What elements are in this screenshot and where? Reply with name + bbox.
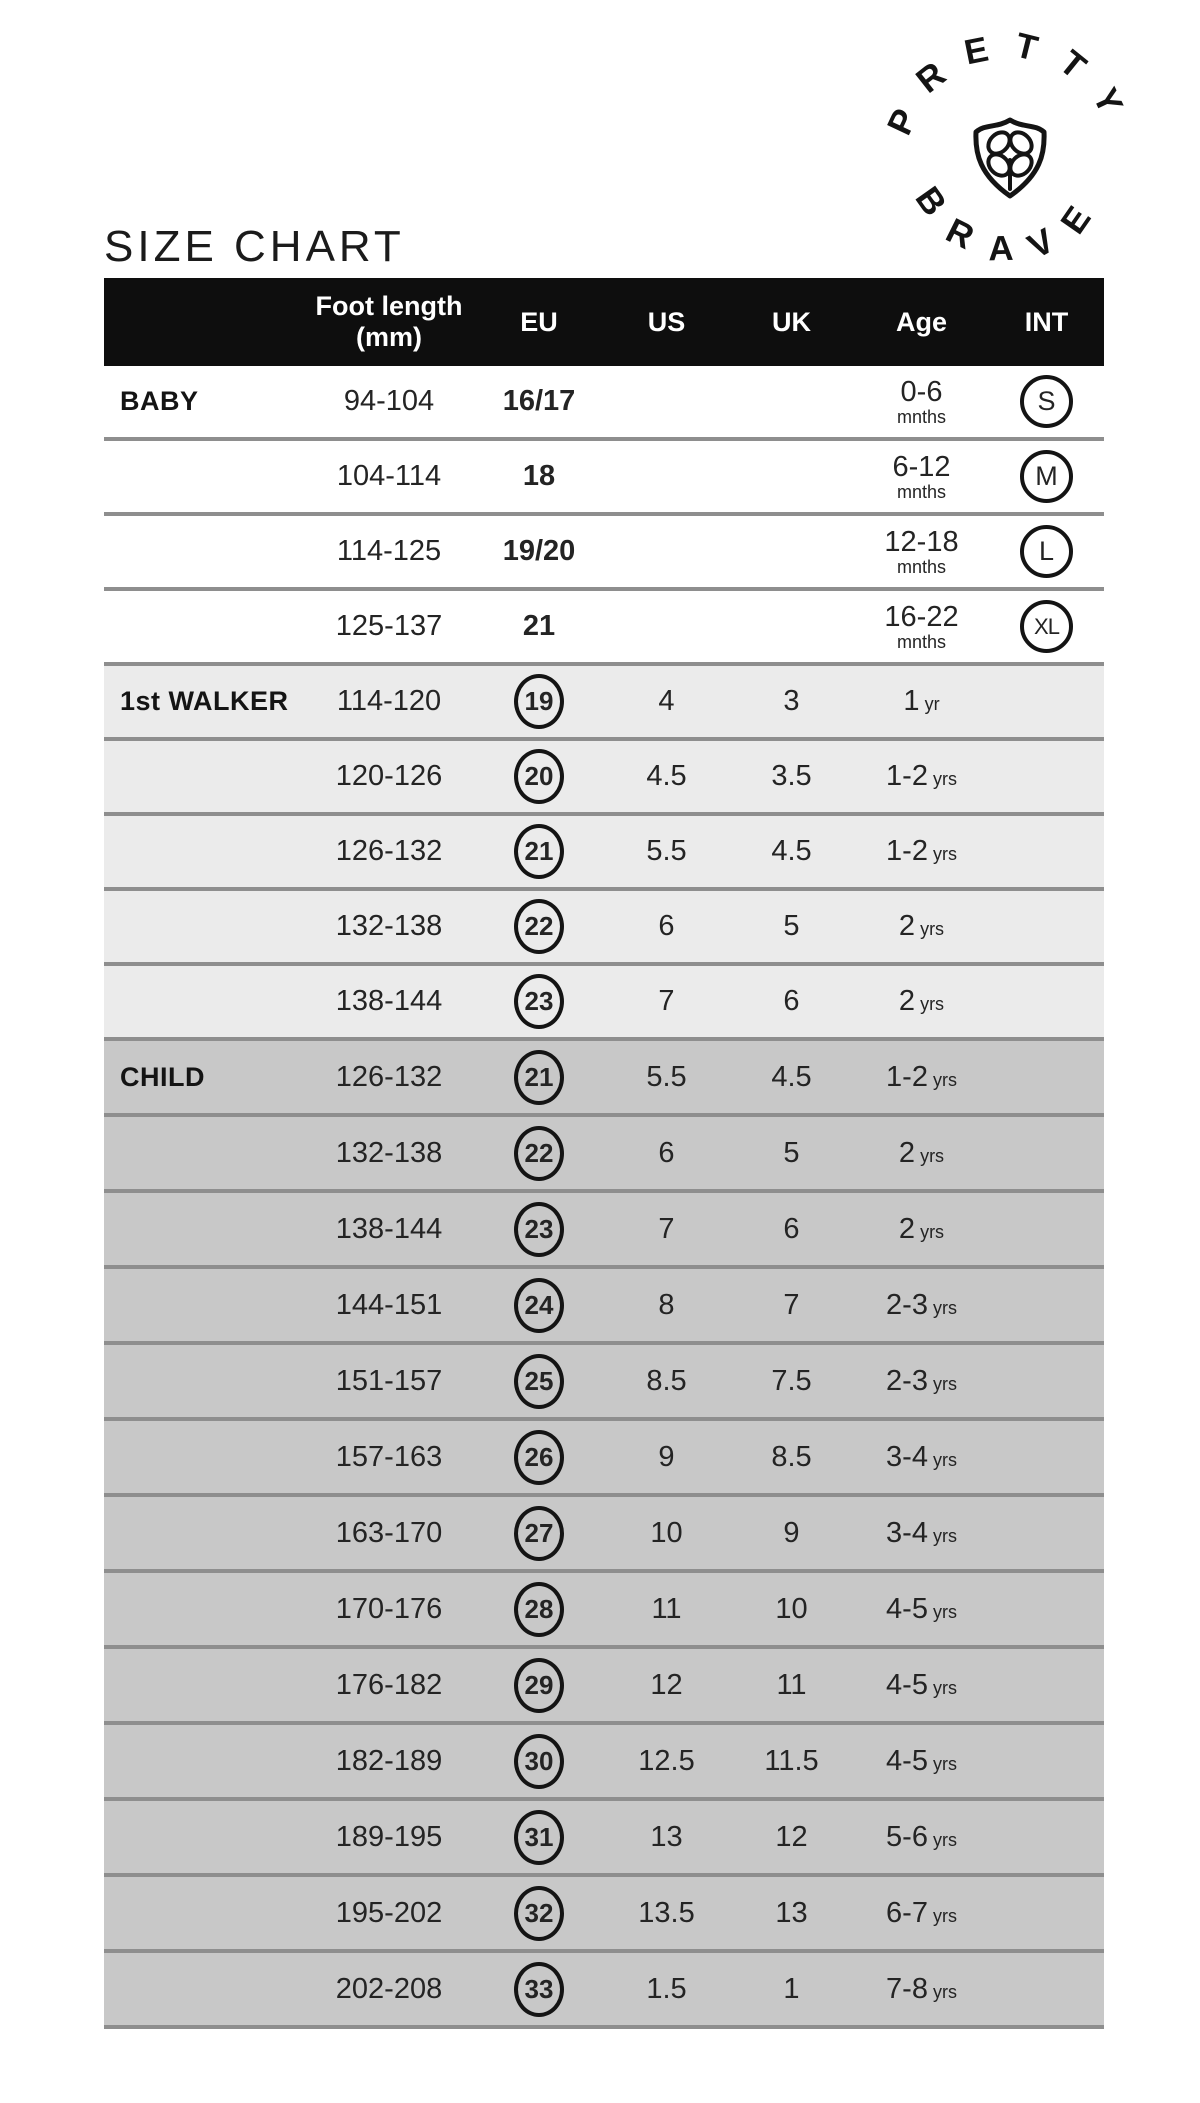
age-cell [854, 1137, 989, 1170]
age-value [886, 1061, 957, 1094]
age-value [886, 1821, 957, 1854]
foot-length-cell: 138-144 [335, 1212, 443, 1245]
age-cell [854, 685, 989, 718]
age-unit: yrs [920, 919, 945, 939]
age-cell [854, 1821, 989, 1854]
table-row [104, 1877, 1104, 1953]
age-value [899, 1137, 944, 1170]
age-value [899, 910, 944, 943]
age-unit: mnths [896, 481, 946, 502]
age-value [899, 985, 944, 1018]
age-number: 5-6 [886, 1820, 928, 1853]
age-cell [854, 1517, 989, 1550]
us-size-cell: 9 [658, 1440, 675, 1473]
eu-size-circle: 21 [514, 1050, 564, 1105]
age-unit: yrs [932, 1905, 957, 1926]
age-number: 2 [898, 1212, 916, 1245]
age-number: 16-22 [884, 600, 959, 633]
uk-size-cell: 11.5 [764, 1744, 819, 1777]
uk-size-cell: 9 [783, 1516, 800, 1549]
header-cell-int: INT [1024, 306, 1069, 337]
foot-length-cell: 132-138 [335, 910, 443, 942]
eu-size-cell [474, 1506, 604, 1561]
eu-size-cell [474, 1734, 604, 1789]
age-value [886, 1745, 957, 1778]
age-number: 4-5 [886, 1592, 928, 1625]
age-cell [854, 1897, 989, 1930]
age-number: 4-5 [886, 1744, 928, 1777]
eu-size-circle: 23 [514, 1202, 564, 1257]
age-cell [854, 1061, 989, 1094]
age-unit: yrs [932, 1981, 957, 2002]
table-row [104, 891, 1104, 966]
age-unit: mnths [896, 556, 946, 577]
table-row [104, 1573, 1104, 1649]
header-foot-length-line2: (mm) [356, 322, 422, 352]
foot-length-cell: 125-137 [335, 610, 443, 642]
us-size-cell: 13 [650, 1820, 683, 1853]
header-cell-us: US [647, 306, 686, 337]
age-cell [854, 1441, 989, 1474]
age-value [886, 1365, 957, 1398]
age-unit: yrs [932, 1829, 957, 1850]
table-row [104, 441, 1104, 516]
table-row [104, 1041, 1104, 1117]
eu-size-cell [474, 1050, 604, 1105]
foot-length-cell: 120-126 [335, 760, 443, 792]
int-size-badge: M [1020, 450, 1073, 503]
age-value [886, 760, 957, 793]
age-unit: yr [924, 694, 940, 714]
age-unit: yrs [932, 1601, 957, 1622]
eu-size-circle: 19 [514, 674, 564, 729]
eu-size-circle: 20 [514, 749, 564, 804]
age-value [884, 602, 958, 652]
us-size-cell: 7 [658, 1212, 675, 1245]
int-size-cell [989, 450, 1104, 503]
age-unit: yrs [932, 844, 957, 864]
eu-size-value: 18 [522, 460, 556, 492]
us-size-cell: 5.5 [646, 1060, 687, 1093]
us-size-cell: 6 [658, 1136, 675, 1169]
age-unit: yrs [920, 1221, 945, 1242]
age-unit: mnths [896, 406, 947, 427]
foot-length-cell: 138-144 [335, 985, 443, 1017]
category-cell [104, 386, 304, 417]
age-cell [854, 1745, 989, 1778]
age-number: 3-4 [886, 1440, 928, 1473]
eu-size-cell [474, 1886, 604, 1941]
foot-length-cell: 126-132 [335, 835, 443, 867]
us-size-cell: 12.5 [638, 1744, 695, 1777]
age-unit: yrs [932, 1753, 957, 1774]
uk-size-cell: 1 [783, 1972, 800, 2005]
age-cell [854, 602, 989, 652]
table-header-row [104, 278, 1104, 366]
foot-length-cell: 94-104 [343, 385, 435, 417]
age-value [886, 835, 957, 868]
age-number: 2-3 [886, 1288, 928, 1321]
age-number: 6-7 [886, 1896, 928, 1929]
eu-size-cell [474, 610, 604, 643]
age-cell [854, 1213, 989, 1246]
uk-size-cell: 6 [783, 1212, 800, 1245]
size-table [104, 278, 1104, 2029]
age-value [886, 1441, 957, 1474]
age-unit: yrs [932, 769, 957, 789]
age-unit: yrs [920, 994, 945, 1014]
age-number: 1-2 [886, 760, 928, 792]
uk-size-cell: 8.5 [771, 1440, 812, 1473]
foot-length-cell: 202-208 [335, 1972, 443, 2005]
age-value [884, 527, 958, 577]
foot-length-cell: 104-114 [336, 460, 442, 492]
us-size-cell: 4.5 [646, 760, 687, 792]
eu-size-cell [474, 1430, 604, 1485]
age-cell [854, 1289, 989, 1322]
foot-length-cell: 163-170 [335, 1516, 443, 1549]
eu-size-cell [474, 1126, 604, 1181]
eu-size-cell [474, 974, 604, 1029]
age-cell [854, 985, 989, 1018]
table-row [104, 1497, 1104, 1573]
eu-size-circle: 22 [514, 1126, 564, 1181]
age-number: 3-4 [886, 1516, 928, 1549]
us-size-cell: 8.5 [646, 1364, 687, 1397]
eu-size-cell [474, 460, 604, 493]
us-size-cell: 8 [658, 1288, 675, 1321]
age-value [892, 452, 950, 502]
age-cell [854, 377, 989, 427]
eu-size-circle: 29 [514, 1658, 564, 1713]
page-title: SIZE CHART [104, 222, 405, 271]
age-cell [854, 452, 989, 502]
age-cell [854, 1973, 989, 2006]
uk-size-cell: 5 [783, 910, 800, 942]
eu-size-value: 19/20 [502, 535, 576, 567]
uk-size-cell: 13 [775, 1896, 808, 1929]
eu-size-cell [474, 1582, 604, 1637]
age-unit: mnths [896, 631, 946, 652]
size-table-body [104, 366, 1104, 2029]
eu-size-cell [474, 1962, 604, 2017]
int-size-badge: XL [1020, 600, 1073, 653]
age-value [886, 1593, 957, 1626]
age-unit: yrs [932, 1373, 957, 1394]
us-size-cell: 10 [650, 1516, 683, 1549]
table-row [104, 1345, 1104, 1421]
age-number: 1-2 [886, 1060, 928, 1093]
age-number: 1 [903, 685, 920, 717]
eu-size-cell [474, 1658, 604, 1713]
us-size-cell: 6 [658, 910, 675, 942]
foot-length-cell: 132-138 [335, 1136, 443, 1169]
header-cell-age: Age [895, 306, 947, 337]
eu-size-circle: 25 [514, 1354, 564, 1409]
table-row [104, 1117, 1104, 1193]
age-value [886, 1897, 957, 1930]
category-cell [104, 686, 304, 717]
uk-size-cell: 7 [783, 1288, 800, 1321]
section-label: CHILD [120, 1061, 205, 1092]
foot-length-cell: 114-120 [336, 685, 442, 717]
header-cell-uk: UK [772, 306, 811, 337]
age-number: 2-3 [886, 1364, 928, 1397]
table-row [104, 516, 1104, 591]
us-size-cell: 13.5 [638, 1896, 695, 1929]
age-number: 12-18 [884, 525, 959, 558]
age-unit: yrs [920, 1145, 945, 1166]
table-row [104, 1725, 1104, 1801]
table-row [104, 1953, 1104, 2029]
brand-arc-bottom-text: BRAVE [907, 179, 1113, 269]
table-row [104, 1421, 1104, 1497]
int-size-cell [989, 600, 1104, 653]
eu-size-cell [474, 1278, 604, 1333]
eu-size-cell [474, 1810, 604, 1865]
shield-clover-icon [976, 120, 1044, 196]
uk-size-cell: 4.5 [771, 1060, 812, 1093]
eu-size-circle: 32 [514, 1886, 564, 1941]
age-value [899, 1213, 944, 1246]
brand-arc-top-text: PRETTY [879, 28, 1141, 141]
foot-length-cell: 182-189 [335, 1744, 443, 1777]
table-row [104, 1269, 1104, 1345]
us-size-cell: 4 [658, 685, 675, 717]
eu-size-cell [474, 385, 604, 418]
age-unit: yrs [932, 1069, 957, 1090]
eu-size-cell [474, 1354, 604, 1409]
table-row [104, 966, 1104, 1041]
age-number: 2 [898, 985, 916, 1017]
int-size-badge: S [1020, 375, 1073, 428]
uk-size-cell: 7.5 [771, 1364, 812, 1397]
uk-size-cell: 6 [783, 985, 800, 1017]
eu-size-cell [474, 899, 604, 954]
table-row [104, 1649, 1104, 1725]
foot-length-cell: 195-202 [335, 1896, 443, 1929]
age-number: 1-2 [886, 835, 928, 867]
table-row [104, 741, 1104, 816]
int-size-badge: L [1020, 525, 1073, 578]
uk-size-cell: 12 [775, 1820, 808, 1853]
eu-size-value: 16/17 [502, 385, 576, 417]
section-label: BABY [120, 386, 199, 416]
eu-size-circle: 21 [514, 824, 564, 879]
header-foot-length-line1: Foot length [315, 291, 463, 321]
section-label: 1st WALKER [120, 686, 289, 716]
eu-size-cell [474, 824, 604, 879]
age-cell [854, 527, 989, 577]
age-number: 6-12 [892, 450, 951, 483]
brand-logo [878, 28, 1142, 292]
eu-size-cell [474, 535, 604, 568]
age-unit: yrs [932, 1449, 957, 1470]
foot-length-cell: 170-176 [335, 1592, 443, 1625]
uk-size-cell: 5 [783, 1136, 800, 1169]
age-cell [854, 835, 989, 868]
eu-size-circle: 27 [514, 1506, 564, 1561]
age-unit: yrs [932, 1677, 957, 1698]
us-size-cell: 11 [651, 1592, 682, 1625]
age-number: 2 [898, 1136, 916, 1169]
age-value [886, 1517, 957, 1550]
eu-size-cell [474, 674, 604, 729]
category-cell [104, 1062, 304, 1093]
age-unit: yrs [932, 1297, 957, 1318]
header-cell-eu: EU [520, 306, 558, 337]
age-cell [854, 760, 989, 793]
age-value [897, 377, 946, 427]
eu-size-cell [474, 1202, 604, 1257]
age-number: 0-6 [900, 375, 943, 408]
foot-length-cell: 189-195 [335, 1820, 443, 1853]
uk-size-cell: 4.5 [771, 835, 812, 867]
age-number: 4-5 [886, 1668, 928, 1701]
eu-size-value: 21 [522, 610, 556, 642]
us-size-cell: 1.5 [646, 1972, 687, 2005]
age-cell [854, 910, 989, 943]
eu-size-circle: 23 [514, 974, 564, 1029]
table-row [104, 1193, 1104, 1269]
age-number: 2 [898, 910, 916, 942]
age-unit: yrs [932, 1525, 957, 1546]
foot-length-cell: 144-151 [335, 1288, 443, 1321]
age-value [886, 1973, 957, 2006]
uk-size-cell: 11 [776, 1668, 807, 1701]
foot-length-cell: 126-132 [335, 1060, 443, 1093]
eu-size-circle: 24 [514, 1278, 564, 1333]
foot-length-cell: 157-163 [335, 1440, 443, 1473]
foot-length-cell: 114-125 [336, 535, 442, 567]
us-size-cell: 7 [658, 985, 675, 1017]
us-size-cell: 5.5 [646, 835, 687, 867]
uk-size-cell: 10 [775, 1592, 808, 1625]
age-value [886, 1289, 957, 1322]
eu-size-circle: 26 [514, 1430, 564, 1485]
eu-size-circle: 28 [514, 1582, 564, 1637]
age-cell [854, 1365, 989, 1398]
eu-size-circle: 30 [514, 1734, 564, 1789]
age-cell [854, 1669, 989, 1702]
uk-size-cell: 3 [783, 685, 800, 717]
age-value [903, 685, 939, 718]
header-cell-foot-length [304, 291, 474, 353]
foot-length-cell: 176-182 [335, 1668, 443, 1701]
table-row [104, 666, 1104, 741]
us-size-cell: 12 [650, 1668, 683, 1701]
uk-size-cell: 3.5 [771, 760, 812, 792]
foot-length-cell: 151-157 [335, 1364, 443, 1397]
eu-size-circle: 33 [514, 1962, 564, 2017]
table-row [104, 1801, 1104, 1877]
eu-size-cell [474, 749, 604, 804]
int-size-cell [989, 525, 1104, 578]
age-number: 7-8 [886, 1972, 928, 2005]
age-value [886, 1669, 957, 1702]
table-row [104, 591, 1104, 666]
table-row [104, 816, 1104, 891]
table-row [104, 366, 1104, 441]
age-cell [854, 1593, 989, 1626]
eu-size-circle: 22 [514, 899, 564, 954]
eu-size-circle: 31 [514, 1810, 564, 1865]
int-size-cell [989, 375, 1104, 428]
